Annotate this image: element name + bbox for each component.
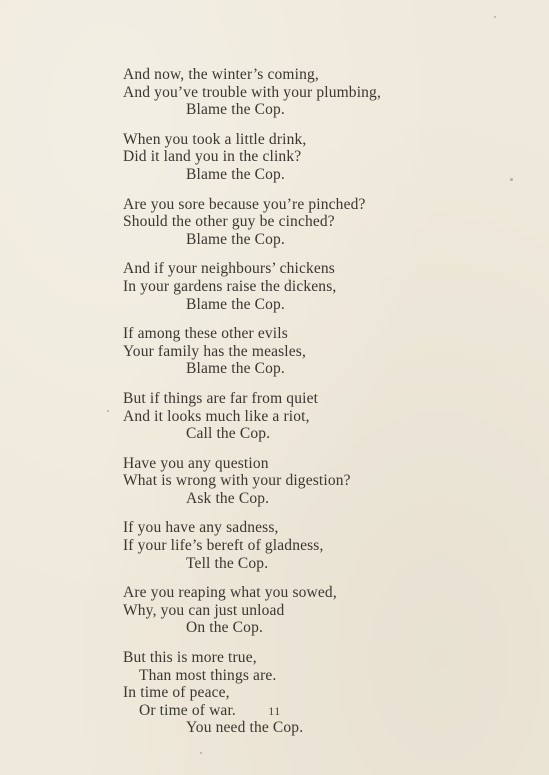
verse-line: But if things are far from quiet: [123, 389, 319, 407]
poem: [123, 66, 443, 749]
refrain-line: You need the Cop.: [186, 719, 304, 737]
verse-line: Or time of war.: [139, 701, 236, 719]
verse-line: What is wrong with your digestion?: [123, 472, 351, 490]
page-number: 11: [268, 704, 281, 718]
paper-speck: [107, 410, 109, 412]
verse-line: Your family has the measles,: [123, 342, 307, 360]
verse-line: And you’ve trouble with your plumbing,: [123, 83, 381, 101]
verse-line: In your gardens raise the dickens,: [123, 277, 337, 295]
verse-line: When you took a little drink,: [123, 130, 307, 148]
verse-line: Did it land you in the clink?: [123, 148, 302, 166]
stanza: [123, 519, 443, 572]
verse-line: If you have any sadness,: [123, 519, 279, 537]
verse-line: And it looks much like a riot,: [123, 407, 310, 425]
verse-line: Why, you can just unload: [123, 601, 285, 619]
stanza: [123, 390, 443, 443]
refrain-line: Blame the Cop.: [186, 101, 285, 119]
verse-line: And now, the winter’s coming,: [123, 66, 319, 83]
paper-speck: [494, 16, 496, 18]
refrain-line: Blame the Cop.: [186, 360, 285, 378]
stanza: [123, 131, 443, 184]
verse-line: Are you reaping what you sowed,: [123, 584, 337, 602]
final-stanza: [123, 649, 443, 737]
verse-line: But this is more true,: [123, 649, 257, 667]
paper-speck: [200, 752, 202, 754]
stanza: [123, 260, 443, 313]
refrain-line: Blame the Cop.: [186, 230, 285, 248]
stanza: [123, 196, 443, 249]
verse-line: Have you any question: [123, 454, 269, 472]
refrain-line: Blame the Cop.: [186, 165, 285, 183]
verse-line: Are you sore because you’re pinched?: [123, 195, 366, 213]
refrain-line: Blame the Cop.: [186, 295, 285, 313]
refrain-line: On the Cop.: [186, 619, 263, 637]
refrain-line: Call the Cop.: [186, 425, 271, 443]
paper-speck: [510, 178, 513, 181]
stanza: [123, 66, 443, 119]
stanza: [123, 325, 443, 378]
verse-line: In time of peace,: [123, 684, 230, 702]
verse-line: If your life’s bereft of gladness,: [123, 537, 324, 555]
refrain-line: Tell the Cop.: [186, 554, 269, 572]
verse-line: And if your neighbours’ chickens: [123, 260, 335, 278]
verse-line: If among these other evils: [123, 325, 288, 343]
refrain-line: Ask the Cop.: [186, 489, 270, 507]
verse-line: Than most things are.: [139, 666, 277, 684]
stanza: [123, 584, 443, 637]
verse-line: Should the other guy be cinched?: [123, 213, 335, 231]
stanza: [123, 455, 443, 508]
